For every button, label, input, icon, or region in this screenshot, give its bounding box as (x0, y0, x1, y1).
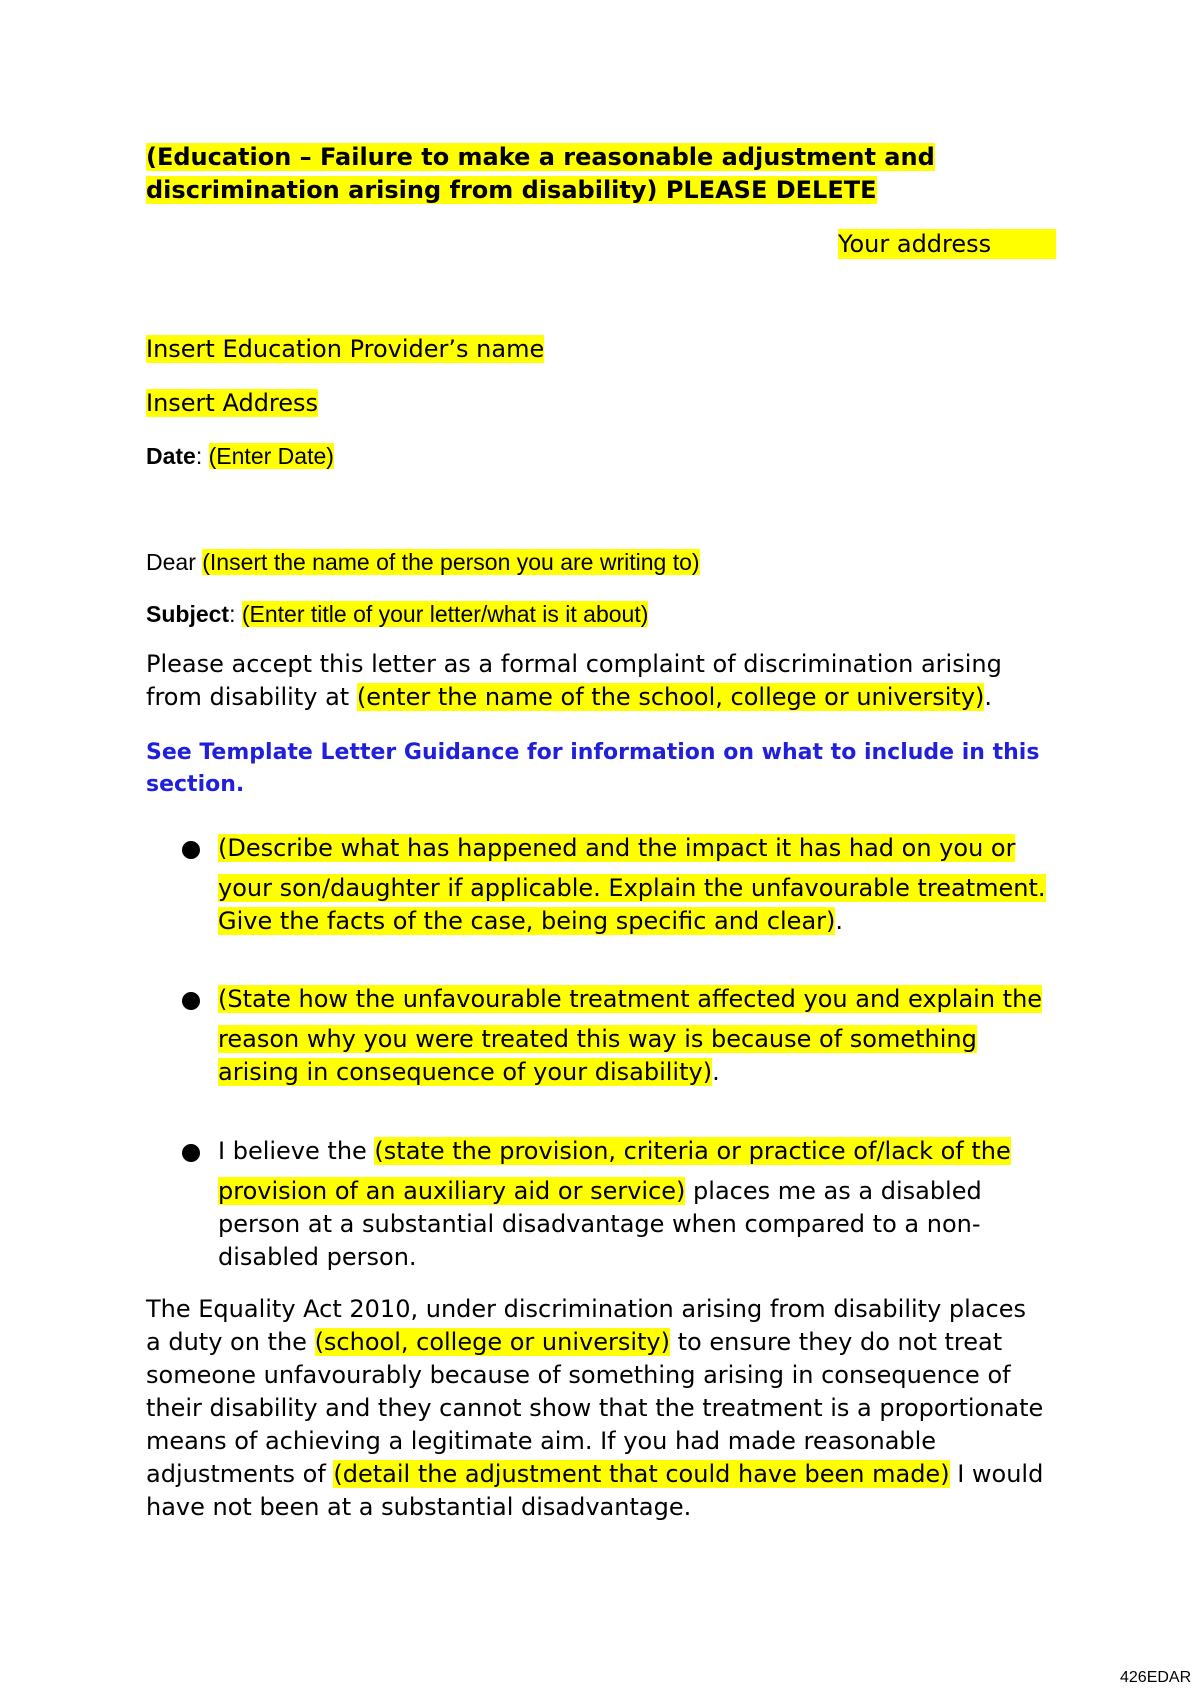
date-label: Date (146, 443, 196, 469)
subject-separator: : (229, 601, 242, 627)
provider-name: Insert Education Provider’s name (146, 335, 545, 363)
your-address: Your address (838, 229, 1056, 259)
bullet-3-line-4: disabled person. (218, 1243, 417, 1271)
school-name-placeholder: (enter the name of the school, college or university) (356, 683, 985, 711)
intro-paragraph (146, 648, 1066, 714)
heading-line-2: discrimination arising from disability) PLEASE DELETE (146, 176, 877, 204)
closing-line-2-suffix: to ensure they do not treat (670, 1328, 1003, 1356)
intro-line-2-prefix: from disability at (146, 683, 357, 711)
closing-line-3: someone unfavourably because of something arising in consequence of (146, 1361, 1011, 1389)
provider-address-line (146, 388, 318, 418)
subject-value: (Enter title of your letter/what is it about) (241, 601, 649, 627)
bullet-3-prefix: I believe the (218, 1137, 375, 1165)
bullet-1-suffix: . (835, 907, 844, 935)
bullet-3-line-1-highlight: (state the provision, criteria or practice of/lack of the (374, 1137, 1011, 1165)
bullet-3-line-2-highlight: provision of an auxiliary aid or service) (218, 1177, 686, 1205)
provider-name-line (146, 334, 544, 364)
bullet-dot (182, 992, 200, 1010)
guidance-note (146, 737, 1046, 801)
closing-line-2-prefix: a duty on the (146, 1328, 315, 1356)
bullet-2-line-2: reason why you were treated this way is because of something (218, 1025, 977, 1053)
closing-line-7: have not been at a substantial disadvantage. (146, 1493, 692, 1521)
closing-paragraph (146, 1293, 1066, 1524)
guidance-line-1: See Template Letter Guidance for information on what to include in this (146, 740, 1040, 765)
letter-heading (146, 141, 1046, 207)
bullet-2-suffix: . (712, 1058, 720, 1086)
bullet-2-line-3: arising in consequence of your disability) (218, 1058, 713, 1086)
heading-line-1: (Education – Failure to make a reasonable adjustment and (146, 143, 935, 171)
bullet-3-line-3: person at a substantial disadvantage when compared to a non- (218, 1210, 981, 1238)
provider-address: Insert Address (146, 389, 319, 417)
guidance-line-2: section. (146, 772, 245, 797)
bullet-1-line-3: Give the facts of the case, being specific and clear) (218, 907, 836, 935)
subject-line (146, 599, 648, 629)
date-separator: : (195, 443, 209, 469)
closing-line-1: The Equality Act 2010, under discrimination arising from disability places (146, 1295, 1026, 1323)
adjustment-placeholder: (detail the adjustment that could have been made) (333, 1460, 950, 1488)
closing-line-4: their disability and they cannot show that the treatment is a proportionate (146, 1394, 1044, 1422)
document-code: 426EDAR (1120, 1669, 1192, 1686)
date-value: (Enter Date) (208, 443, 334, 469)
bullet-1-line-1: (Describe what has happened and the impact it has had on you or (218, 834, 1016, 862)
intro-line-1: Please accept this letter as a formal complaint of discrimination arising (146, 650, 1002, 678)
closing-line-5: means of achieving a legitimate aim. If you had made reasonable (146, 1427, 937, 1455)
closing-school-placeholder: (school, college or university) (314, 1328, 670, 1356)
bullet-text (218, 983, 1063, 1089)
bullet-dot (182, 841, 200, 859)
date-line (146, 441, 334, 471)
bullet-1-line-2: your son/daughter if applicable. Explain the unfavourable treatment. (218, 874, 1046, 902)
bullet-3-line-2-suffix: places me as a disabled (685, 1177, 982, 1205)
bullet-2-line-1: (State how the unfavourable treatment affected you and explain the (218, 985, 1043, 1013)
intro-line-2-suffix: . (984, 683, 993, 711)
closing-line-6-prefix: adjustments of (146, 1460, 334, 1488)
bullet-text (218, 832, 1063, 938)
salutation-dear: Dear (146, 549, 203, 575)
subject-label: Subject (146, 601, 230, 627)
recipient-name-placeholder: (Insert the name of the person you are writing to) (202, 549, 700, 575)
bullet-text (218, 1135, 1063, 1274)
bullet-dot (182, 1144, 200, 1162)
salutation-line (146, 547, 700, 577)
closing-line-6-suffix: I would (949, 1460, 1044, 1488)
